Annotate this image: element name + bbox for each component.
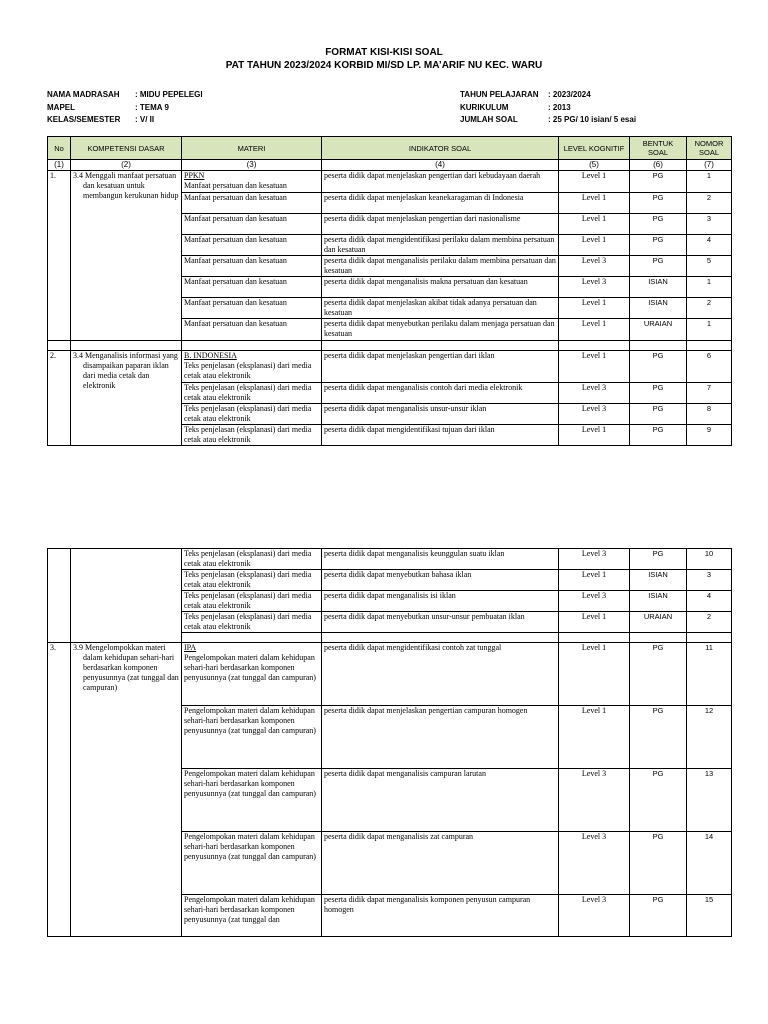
level-cell: Level 1 (559, 425, 630, 446)
indikator-cell: peserta didik dapat menyebutkan unsur-unsur pembuatan iklan (322, 612, 559, 633)
materi-cell: Pengelompokan materi dalam kehidupan sehari-hari berdasarkan komponen penyusunnya (zat tunggal dan campuran) (182, 706, 322, 769)
materi-text: Teks penjelasan (eksplanasi) dari media cetak atau elektronik (184, 361, 312, 380)
col-header-nomor: NOMOR SOAL (687, 137, 732, 160)
indikator-cell: peserta didik dapat menjelaskan akibat tidak adanya persatuan dan kesatuan (322, 298, 559, 319)
indikator-cell: peserta didik dapat menganalisis campuran larutan (322, 769, 559, 832)
level-cell: Level 1 (559, 298, 630, 319)
materi-text: Pengelompokan materi dalam kehidupan sehari-hari berdasarkan komponen penyusunnya (zat tunggal dan campuran) (184, 653, 316, 682)
nomor-cell: 4 (687, 235, 732, 256)
indikator-cell: peserta didik dapat menjelaskan pengertian dari nasionalisme (322, 214, 559, 235)
level-cell: Level 1 (559, 193, 630, 214)
bentuk-cell: PG (630, 235, 687, 256)
nomor-cell: 6 (687, 351, 732, 383)
nomor-cell: 7 (687, 383, 732, 404)
materi-cell: Manfaat persatuan dan kesatuan (182, 256, 322, 277)
materi-cell: Manfaat persatuan dan kesatuan (182, 214, 322, 235)
level-cell: Level 1 (559, 706, 630, 769)
nomor-cell: 13 (687, 769, 732, 832)
table-header-row (48, 137, 732, 160)
bentuk-cell: PG (630, 193, 687, 214)
materi-cell: Pengelompokan materi dalam kehidupan sehari-hari berdasarkan komponen penyusunnya (zat tunggal dan campuran) (182, 769, 322, 832)
indikator-cell: peserta didik dapat menganalisis makna persatuan dan kesatuan (322, 277, 559, 298)
indikator-cell: peserta didik dapat menganalisis komponen penyusun campuran homogen (322, 895, 559, 937)
materi-cell: Teks penjelasan (eksplanasi) dari media cetak atau elektronik (182, 612, 322, 633)
meta-label: JUMLAH SOAL (460, 115, 518, 124)
meta-label: MAPEL (47, 102, 75, 112)
bentuk-cell: ISIAN (630, 591, 687, 612)
nomor-cell: 3 (687, 570, 732, 591)
indikator-cell: peserta didik dapat menganalisis perilaku dalam membina persatuan dan kesatuan (322, 256, 559, 277)
column-number: (2) (71, 160, 182, 171)
column-number: (1) (48, 160, 71, 171)
table-row (48, 643, 732, 706)
empty-cell (182, 633, 322, 643)
subject-label: IPA (184, 643, 197, 652)
empty-cell (559, 633, 630, 643)
bentuk-cell: PG (630, 832, 687, 895)
bentuk-cell: PG (630, 425, 687, 446)
col-header-indikator: INDIKATOR SOAL (322, 137, 559, 160)
empty-cell (48, 341, 71, 351)
bentuk-cell: PG (630, 404, 687, 425)
nomor-cell: 9 (687, 425, 732, 446)
column-number-row (48, 160, 732, 171)
kisi-kisi-table-page-1 (47, 136, 732, 446)
nomor-cell: 14 (687, 832, 732, 895)
nomor-cell: 12 (687, 706, 732, 769)
level-cell: Level 3 (559, 404, 630, 425)
meta-value: : MIDU PEPELEGI (135, 90, 203, 99)
materi-cell (182, 171, 322, 193)
subject-label: PPKN (184, 171, 205, 180)
indikator-cell: peserta didik dapat menganalisis unsur-unsur iklan (322, 404, 559, 425)
bentuk-cell: PG (630, 549, 687, 570)
meta-label: KURIKULUM (460, 102, 509, 112)
nomor-cell: 10 (687, 549, 732, 570)
materi-cell: Teks penjelasan (eksplanasi) dari media cetak atau elektronik (182, 425, 322, 446)
empty-cell (559, 341, 630, 351)
level-cell: Level 3 (559, 769, 630, 832)
empty-cell (71, 341, 182, 351)
level-cell: Level 1 (559, 612, 630, 633)
bentuk-cell: ISIAN (630, 570, 687, 591)
kompetensi-dasar-cell: 3.9 Mengelompokkan materi dalam kehidupan sehari-hari berdasarkan komponen penyusunnya (zat tunggal dan campuran) (71, 643, 182, 937)
materi-cell: Manfaat persatuan dan kesatuan (182, 319, 322, 341)
kompetensi-dasar-cell: 3.4 Menganalisis informasi yang disampaikan paparan iklan dari media cetak dan elektronik (71, 351, 182, 446)
col-header-bentuk: BENTUK SOAL (630, 137, 687, 160)
col-header-no: No (48, 137, 71, 160)
table-row (48, 549, 732, 570)
row-number: 2. (48, 351, 71, 446)
bentuk-cell: URAIAN (630, 319, 687, 341)
bentuk-cell: PG (630, 706, 687, 769)
bentuk-cell: ISIAN (630, 277, 687, 298)
row-number: 3. (48, 643, 71, 937)
empty-cell (687, 633, 732, 643)
level-cell: Level 3 (559, 383, 630, 404)
nomor-cell: 2 (687, 193, 732, 214)
level-cell: Level 3 (559, 895, 630, 937)
indikator-cell: peserta didik dapat menjelaskan keanekaragaman di Indonesia (322, 193, 559, 214)
indikator-cell: peserta didik dapat menyebutkan perilaku dalam menjaga persatuan dan kesatuan (322, 319, 559, 341)
nomor-cell: 2 (687, 298, 732, 319)
col-header-materi: MATERI (182, 137, 322, 160)
empty-cell (71, 549, 182, 643)
indikator-cell: peserta didik dapat menganalisis isi iklan (322, 591, 559, 612)
nomor-cell: 1 (687, 171, 732, 193)
meta-value: : V/ II (135, 115, 155, 124)
bentuk-cell: PG (630, 383, 687, 404)
level-cell: Level 3 (559, 549, 630, 570)
level-cell: Level 1 (559, 214, 630, 235)
empty-cell (322, 633, 559, 643)
table-row (48, 351, 732, 383)
empty-cell (630, 633, 687, 643)
nomor-cell: 5 (687, 256, 732, 277)
indikator-cell: peserta didik dapat menjelaskan pengertian dari kebudayaan daerah (322, 171, 559, 193)
bentuk-cell: ISIAN (630, 298, 687, 319)
spacer-row (48, 341, 732, 351)
materi-cell: Teks penjelasan (eksplanasi) dari media cetak atau elektronik (182, 591, 322, 612)
nomor-cell: 11 (687, 643, 732, 706)
materi-cell: Pengelompokan materi dalam kehidupan sehari-hari berdasarkan komponen penyusunnya (zat tunggal dan campuran) (182, 832, 322, 895)
indikator-cell: peserta didik dapat menganalisis zat campuran (322, 832, 559, 895)
level-cell: Level 1 (559, 570, 630, 591)
indikator-cell: peserta didik dapat menjelaskan pengertian campuran homogen (322, 706, 559, 769)
level-cell: Level 1 (559, 643, 630, 706)
column-number: (7) (687, 160, 732, 171)
meta-value: : 2023/2024 (548, 90, 591, 99)
empty-cell (687, 341, 732, 351)
materi-cell: Manfaat persatuan dan kesatuan (182, 277, 322, 298)
indikator-cell: peserta didik dapat menganalisis keunggulan suatu iklan (322, 549, 559, 570)
bentuk-cell: PG (630, 895, 687, 937)
indikator-cell: peserta didik dapat mengidentifikasi contoh zat tunggal (322, 643, 559, 706)
col-header-level: LEVEL KOGNITIF (559, 137, 630, 160)
materi-cell: Teks penjelasan (eksplanasi) dari media cetak atau elektronik (182, 570, 322, 591)
meta-left (47, 89, 203, 127)
meta-value: : 25 PG/ 10 isian/ 5 esai (548, 115, 637, 124)
nomor-cell: 3 (687, 214, 732, 235)
nomor-cell: 2 (687, 612, 732, 633)
document-title: FORMAT KISI-KISI SOAL (325, 47, 443, 58)
kisi-kisi-table-page-2 (47, 548, 732, 937)
level-cell: Level 3 (559, 832, 630, 895)
materi-cell: Pengelompokan materi dalam kehidupan sehari-hari berdasarkan komponen penyusunnya (zat tunggal dan (182, 895, 322, 937)
kompetensi-dasar-cell: 3.4 Menggali manfaat persatuan dan kesatuan untuk membangun kerukunan hidup (71, 171, 182, 341)
materi-cell: Manfaat persatuan dan kesatuan (182, 235, 322, 256)
empty-cell (322, 341, 559, 351)
bentuk-cell: PG (630, 769, 687, 832)
indikator-cell: peserta didik dapat menjelaskan pengertian dari iklan (322, 351, 559, 383)
bentuk-cell: PG (630, 171, 687, 193)
empty-cell (630, 341, 687, 351)
materi-text: Manfaat persatuan dan kesatuan (184, 181, 287, 190)
nomor-cell: 1 (687, 277, 732, 298)
column-number: (4) (322, 160, 559, 171)
level-cell: Level 3 (559, 256, 630, 277)
materi-cell: Teks penjelasan (eksplanasi) dari media cetak atau elektronik (182, 404, 322, 425)
table-row (48, 171, 732, 193)
meta-value: : TEMA 9 (135, 102, 169, 112)
bentuk-cell: PG (630, 351, 687, 383)
level-cell: Level 1 (559, 171, 630, 193)
materi-cell: Teks penjelasan (eksplanasi) dari media cetak atau elektronik (182, 549, 322, 570)
level-cell: Level 1 (559, 235, 630, 256)
col-header-kompetensi: KOMPETENSI DASAR (71, 137, 182, 160)
bentuk-cell: PG (630, 214, 687, 235)
materi-cell (182, 643, 322, 706)
subject-label: B. INDONESIA (184, 351, 237, 360)
empty-cell (48, 549, 71, 643)
level-cell: Level 1 (559, 351, 630, 383)
meta-label: KELAS/SEMESTER (47, 115, 121, 124)
level-cell: Level 3 (559, 277, 630, 298)
materi-cell: Manfaat persatuan dan kesatuan (182, 193, 322, 214)
indikator-cell: peserta didik dapat mengidentifikasi perilaku dalam membina persatuan dan kesatuan (322, 235, 559, 256)
meta-label: NAMA MADRASAH (47, 90, 120, 99)
bentuk-cell: URAIAN (630, 612, 687, 633)
level-cell: Level 3 (559, 591, 630, 612)
indikator-cell: peserta didik dapat mengidentifikasi tujuan dari iklan (322, 425, 559, 446)
column-number: (3) (182, 160, 322, 171)
indikator-cell: peserta didik dapat menganalisis contoh dari media elektronik (322, 383, 559, 404)
bentuk-cell: PG (630, 256, 687, 277)
bentuk-cell: PG (630, 643, 687, 706)
nomor-cell: 1 (687, 319, 732, 341)
nomor-cell: 8 (687, 404, 732, 425)
materi-cell: Manfaat persatuan dan kesatuan (182, 298, 322, 319)
document-subtitle: PAT TAHUN 2023/2024 KORBID MI/SD LP. MA’ARIF NU KEC. WARU (225, 60, 543, 71)
column-number: (6) (630, 160, 687, 171)
meta-label: TAHUN PELAJARAN (460, 90, 539, 99)
meta-right (460, 89, 636, 127)
materi-cell (182, 351, 322, 383)
meta-value: : 2013 (548, 102, 571, 112)
level-cell: Level 1 (559, 319, 630, 341)
indikator-cell: peserta didik dapat menyebutkan bahasa iklan (322, 570, 559, 591)
nomor-cell: 15 (687, 895, 732, 937)
column-number: (5) (559, 160, 630, 171)
empty-cell (182, 341, 322, 351)
materi-cell: Teks penjelasan (eksplanasi) dari media cetak atau elektronik (182, 383, 322, 404)
row-number: 1. (48, 171, 71, 341)
nomor-cell: 4 (687, 591, 732, 612)
